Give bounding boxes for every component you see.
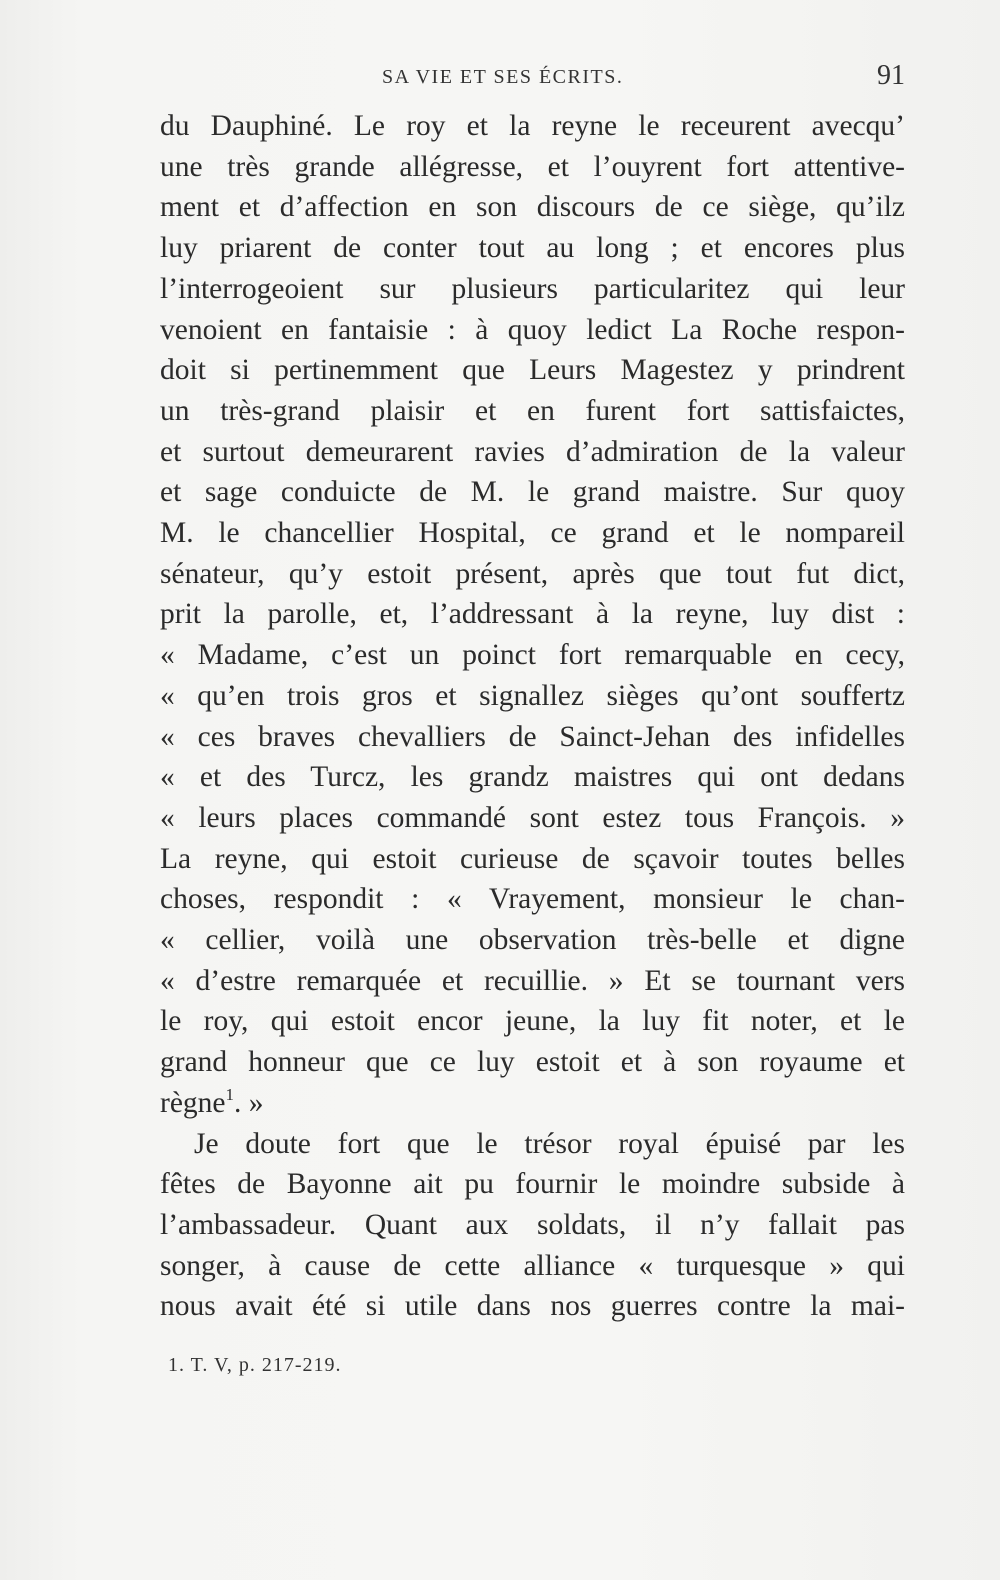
text-line: l’ambassadeur. Quant aux soldats, il n’y fallait pas [160, 1208, 905, 1241]
text-line [160, 1083, 905, 1124]
page-header [160, 60, 905, 106]
text-line: venoient en fantaisie : à quoy ledict La Roche respon- [160, 313, 905, 346]
text-line: « ces braves chevalliers de Sainct-Jehan des infidelles [160, 720, 905, 753]
text-line: grand honneur que ce luy estoit et à son royaume et [160, 1046, 905, 1079]
body-text [160, 106, 905, 1327]
text-line: « Madame, c’est un poinct fort remarquable en cecy, [160, 639, 905, 672]
running-title: SA VIE ET SES ÉCRITS. [382, 66, 624, 88]
text-line: et surtout demeurarent ravies d’admiration de la valeur [160, 435, 905, 468]
text-line: du Dauphiné. Le roy et la reyne le receurent avecqu’ [160, 110, 905, 142]
text-line: doit si pertinemment que Leurs Magestez y prindrent [160, 354, 905, 387]
text-line: une très grande allégresse, et l’ouyrent fort attentive- [160, 150, 905, 183]
text-line: Je doute fort que le trésor royal épuisé par les [194, 1127, 905, 1160]
last-line-tail: . » [234, 1086, 264, 1119]
text-line: M. le chancellier Hospital, ce grand et le nompareil [160, 517, 905, 550]
text-line: « et des Turcz, les grandz maistres qui ont dedans [160, 761, 905, 794]
text-line: ment et d’affection en son discours de ce siège, qu’ilz [160, 191, 905, 224]
footnote-reference[interactable]: 1 [225, 1084, 235, 1104]
text-line: choses, respondit : « Vrayement, monsieur le chan- [160, 883, 905, 916]
text-line: « leurs places commandé sont estez tous François. » [160, 801, 905, 834]
text-line: « qu’en trois gros et signallez sièges qu’ont souffertz [160, 679, 905, 712]
text-line: fêtes de Bayonne ait pu fournir le moindre subside à [160, 1168, 905, 1201]
text-line: un très-grand plaisir et en furent fort sattisfaictes, [160, 394, 905, 427]
text-line: sénateur, qu’y estoit présent, après que tout fut dict, [160, 557, 905, 590]
text-line: luy priarent de conter tout au long ; et encores plus [160, 232, 905, 265]
text-line: nous avait été si utile dans nos guerres contre la mai- [160, 1290, 905, 1323]
text-line: prit la parolle, et, l’addressant à la reyne, luy dist : [160, 598, 905, 631]
text-line: La reyne, qui estoit curieuse de sçavoir toutes belles [160, 842, 905, 875]
text-line: et sage conduicte de M. le grand maistre. Sur quoy [160, 476, 905, 509]
last-line-text: règne [160, 1086, 226, 1119]
text-line: le roy, qui estoit encor jeune, la luy fit noter, et le [160, 1005, 905, 1038]
page-number: 91 [877, 60, 905, 91]
text-line: songer, à cause de cette alliance « turquesque » qui [160, 1249, 905, 1282]
text-line: « cellier, voilà une observation très-belle et digne [160, 924, 905, 957]
text-line: « d’estre remarquée et recuillie. » Et se tournant vers [160, 964, 905, 997]
text-line: l’interrogeoient sur plusieurs particularitez qui leur [160, 272, 905, 305]
footnote: 1. T. V, p. 217-219. [168, 1354, 342, 1376]
